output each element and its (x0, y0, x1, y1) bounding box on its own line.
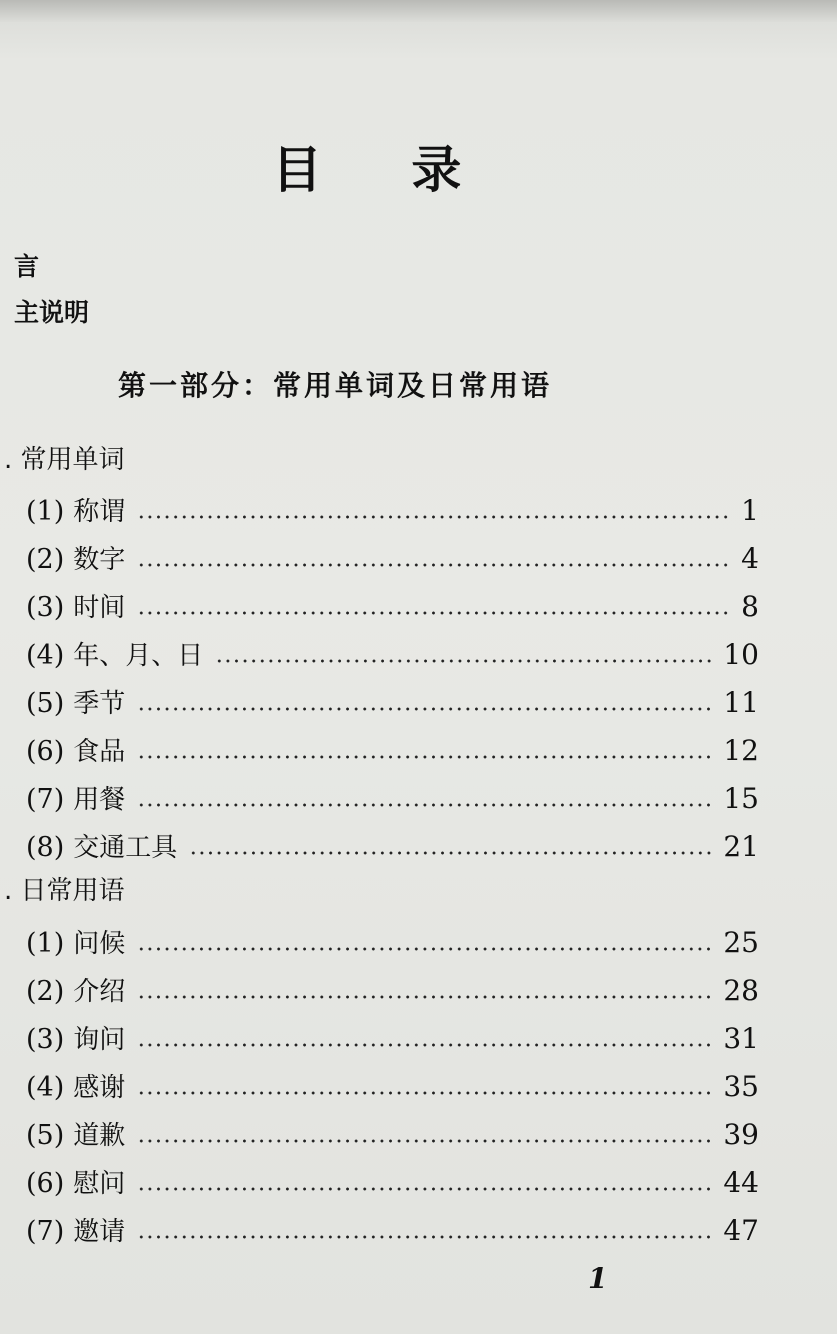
section-heading-daily-phrases: . 日常用语 (4, 876, 125, 906)
entry-page-number: 4 (741, 542, 759, 575)
entry-label: 邀请 (73, 1217, 126, 1247)
page-folio-number: 1 (588, 1262, 608, 1295)
section-heading-common-words: . 常用单词 (4, 445, 125, 475)
entry-label: 用餐 (73, 785, 126, 815)
entry-number: (4) (26, 640, 65, 671)
page-title: 目 录 (272, 141, 498, 199)
entry-label: 称谓 (73, 497, 126, 527)
toc-entry[interactable] (26, 924, 759, 962)
toc-entry[interactable] (26, 636, 759, 674)
entry-number: (6) (26, 1168, 65, 1199)
toc-entry[interactable] (26, 588, 759, 626)
entry-number: (7) (26, 1216, 65, 1247)
entry-page-number: 12 (723, 734, 759, 767)
dot-leader (137, 610, 729, 616)
dot-leader (137, 706, 711, 712)
page-top-shadow (0, 0, 837, 22)
entry-page-number: 10 (723, 638, 759, 671)
toc-entry[interactable] (26, 972, 759, 1010)
dot-leader (137, 1042, 711, 1048)
entry-number: (2) (26, 544, 65, 575)
toc-entry[interactable] (26, 492, 759, 530)
entry-label: 季节 (73, 689, 126, 719)
toc-entry[interactable] (26, 1116, 759, 1154)
dot-leader (137, 514, 729, 520)
dot-leader (215, 658, 711, 664)
entry-label: 交通工具 (73, 833, 178, 863)
entry-number: (1) (26, 496, 65, 527)
entry-page-number: 1 (741, 494, 759, 527)
entry-label: 时间 (73, 593, 126, 623)
toc-entry[interactable] (26, 684, 759, 722)
entry-page-number: 31 (723, 1022, 759, 1055)
entry-label: 介绍 (73, 977, 126, 1007)
entry-page-number: 11 (723, 686, 759, 719)
entry-page-number: 35 (723, 1070, 759, 1103)
dot-leader (189, 850, 711, 856)
front-matter-item-notes: 主说明 (14, 298, 90, 327)
entry-label: 询问 (73, 1025, 126, 1055)
entry-label: 年、月、日 (73, 641, 204, 671)
dot-leader (137, 754, 711, 760)
dot-leader (137, 1138, 711, 1144)
entry-page-number: 44 (723, 1166, 759, 1199)
toc-entry[interactable] (26, 828, 759, 866)
entry-number: (7) (26, 784, 65, 815)
entry-number: (3) (26, 592, 65, 623)
entry-number: (2) (26, 976, 65, 1007)
entry-number: (8) (26, 832, 65, 863)
entry-label: 慰问 (73, 1169, 126, 1199)
dot-leader (137, 994, 711, 1000)
entry-number: (5) (26, 1120, 65, 1151)
toc-entry[interactable] (26, 1068, 759, 1106)
dot-leader (137, 1090, 711, 1096)
toc-entry[interactable] (26, 732, 759, 770)
dot-leader (137, 562, 729, 568)
entry-label: 数字 (73, 545, 126, 575)
dot-leader (137, 946, 711, 952)
entry-page-number: 39 (723, 1118, 759, 1151)
toc-entry[interactable] (26, 1020, 759, 1058)
entry-page-number: 8 (741, 590, 759, 623)
toc-entry[interactable] (26, 1164, 759, 1202)
entry-page-number: 21 (723, 830, 759, 863)
dot-leader (137, 802, 711, 808)
toc-entry[interactable] (26, 1212, 759, 1250)
entry-label: 食品 (73, 737, 126, 767)
part-title: 第一部分：常用单词及日常用语 (118, 369, 553, 402)
front-matter-item-preface: 言 (14, 252, 40, 281)
entry-number: (4) (26, 1072, 65, 1103)
entry-number: (1) (26, 928, 65, 959)
entry-label: 感谢 (73, 1073, 126, 1103)
entry-page-number: 28 (723, 974, 759, 1007)
dot-leader (137, 1186, 711, 1192)
entry-number: (3) (26, 1024, 65, 1055)
entry-page-number: 25 (723, 926, 759, 959)
toc-entry[interactable] (26, 780, 759, 818)
dot-leader (137, 1234, 711, 1240)
entry-number: (6) (26, 736, 65, 767)
entry-label: 问候 (73, 929, 126, 959)
entry-page-number: 15 (723, 782, 759, 815)
entry-number: (5) (26, 688, 65, 719)
entry-page-number: 47 (723, 1214, 759, 1247)
toc-entry[interactable] (26, 540, 759, 578)
entry-label: 道歉 (73, 1121, 126, 1151)
